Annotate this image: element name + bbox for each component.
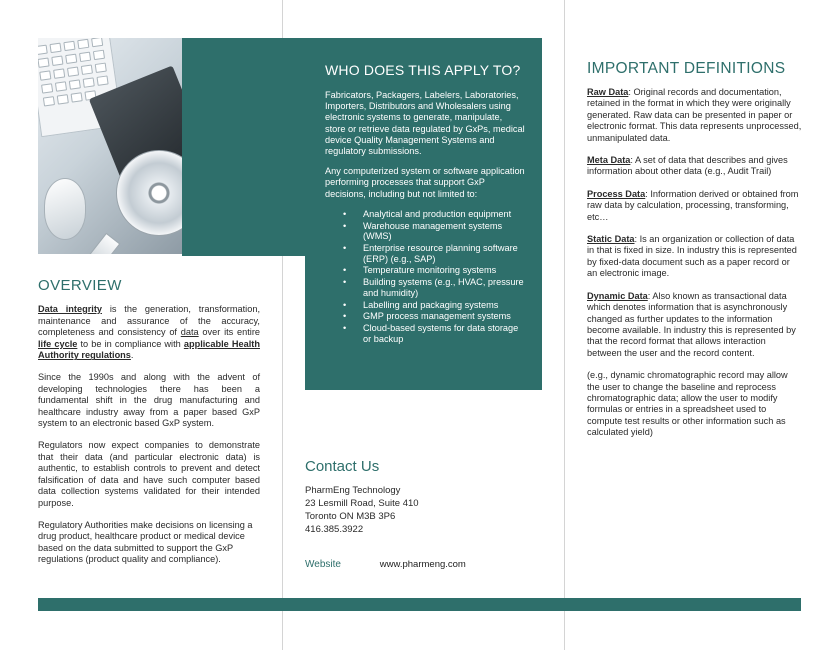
definition-item: Static Data: Is an organization or collection of data in that is fixed in size. In industry this is represented by fixed-data document such as a paper record or an electronic image.	[587, 234, 797, 279]
bottom-accent-bar	[38, 598, 801, 611]
apply-list-item: • Temperature monitoring systems	[343, 265, 497, 276]
apply-paragraph-1: Fabricators, Packagers, Labelers, Laboratories, Importers, Distributors and Wholesalers using electronic systems to generate, manipulate, store or retrieve data regulated by GxPs, medical device Quality Management Systems and regulatory submissions.	[325, 90, 525, 157]
definition-term: Process Data	[587, 188, 646, 199]
phone-number: 416.385.3922	[305, 524, 364, 535]
definition-term: Static Data	[587, 234, 635, 245]
apply-list-item: • Analytical and production equipment	[343, 208, 512, 219]
apply-list-item: • Cloud-based systems for data storage or backup	[343, 323, 519, 344]
definition-term: Meta Data	[587, 155, 631, 166]
website-label: Website	[305, 559, 341, 570]
overview-section	[38, 277, 260, 576]
data-term: data	[180, 327, 199, 338]
apply-list-item: • Building systems (e.g., HVAC, pressure and humidity)	[343, 277, 524, 298]
contact-section	[305, 458, 525, 536]
overview-paragraph-4: Regulatory Authorities make decisions on licensing a drug product, healthcare product or medical device based on the data submitted to support the GxP regulations (product quality and compliance).	[38, 519, 253, 565]
definitions-section	[587, 60, 802, 450]
regulations-term: applicable Health Authority regulations	[38, 338, 260, 361]
usb-stick-icon	[82, 233, 121, 254]
bullet-icon: •	[343, 265, 347, 276]
overview-paragraph-3: Regulators now expect companies to demonstrate that their data (and particular electronic data) is authentic, to establish controls to prevent and detect falsification of data and have such computer based data collection systems validated for their intended purpose.	[38, 439, 260, 508]
definition-item: Process Data: Information derived or obtained from raw data by calculation, processing, transforming, etc…	[587, 188, 799, 222]
life-cycle-term: life cycle	[38, 338, 78, 349]
definition-item: Dynamic Data: Also known as transactional data which denotes information that is asynchronously changed as further updates to the information become available. In industry this is represented by that the record format that allows interaction between the user and the record content.	[587, 290, 796, 358]
bullet-icon: •	[343, 242, 347, 253]
company-name: PharmEng Technology	[305, 485, 401, 496]
apply-paragraph-2: Any computerized system or software application performing processes that support GxP decisions, including but not limited to:	[325, 166, 525, 199]
definition-term: Raw Data	[587, 87, 629, 97]
definition-item: Meta Data: A set of data that describes and gives information about other data (e.g., Audit Trail)	[587, 155, 788, 177]
overview-title: OVERVIEW	[38, 277, 122, 294]
overview-paragraph-2: Since the 1990s and along with the advent of developing technologies there has been a fundamental shift in the drug manufacturing and healthcare industry away from a paper based GxP system to an electronic based GxP system.	[38, 371, 260, 429]
contact-title: Contact Us	[305, 458, 380, 475]
bullet-icon: •	[343, 311, 347, 322]
apply-section	[325, 62, 525, 345]
fold-line-right	[564, 0, 565, 650]
mouse-icon	[44, 178, 86, 240]
bullet-icon: •	[343, 277, 347, 288]
website-link[interactable]: www.pharmeng.com	[379, 559, 466, 570]
bullet-icon: •	[343, 208, 347, 219]
definition-item: Raw Data: Original records and documentation, retained in the format in which they were originally generated. Raw data can be presented in paper or electronic format. This data represents unprocessed, unmanipulated data.	[587, 87, 802, 143]
overview-paragraph-1: Data integrity is the generation, transformation, maintenance and assurance of the accuracy, completeness and consistency of data over its entire life cycle to be in compliance with applicable Health Authority regulations.	[38, 304, 261, 361]
apply-list-item: • GMP process management systems	[343, 311, 511, 322]
address-line-2: Toronto ON M3B 3P6	[305, 511, 396, 522]
apply-list-item: • Labelling and packaging systems	[343, 299, 499, 310]
apply-list	[343, 209, 525, 344]
definitions-title: IMPORTANT DEFINITIONS	[587, 60, 786, 77]
definition-term: Dynamic Data	[587, 290, 648, 301]
apply-list-item: • Warehouse management systems (WMS)	[343, 220, 503, 242]
computer-disc-drive-photo	[38, 38, 182, 254]
bullet-icon: •	[343, 299, 347, 310]
definitions-note: (e.g., dynamic chromatographic record may allow the user to change the baseline and reprocess chromatographic data; allow the user to modify formulas or entries in a spreadsheet used to compute test results or other information such as calculated yield)	[587, 370, 788, 438]
bullet-icon: •	[343, 323, 347, 334]
website-row	[305, 559, 535, 570]
data-integrity-term: Data integrity	[38, 304, 102, 314]
address-line-1: 23 Lesmill Road, Suite 410	[305, 498, 419, 509]
bullet-icon: •	[343, 220, 347, 231]
apply-list-item: • Enterprise resource planning software (ERP) (e.g., SAP)	[343, 242, 518, 264]
apply-title: WHO DOES THIS APPLY TO?	[325, 62, 521, 78]
